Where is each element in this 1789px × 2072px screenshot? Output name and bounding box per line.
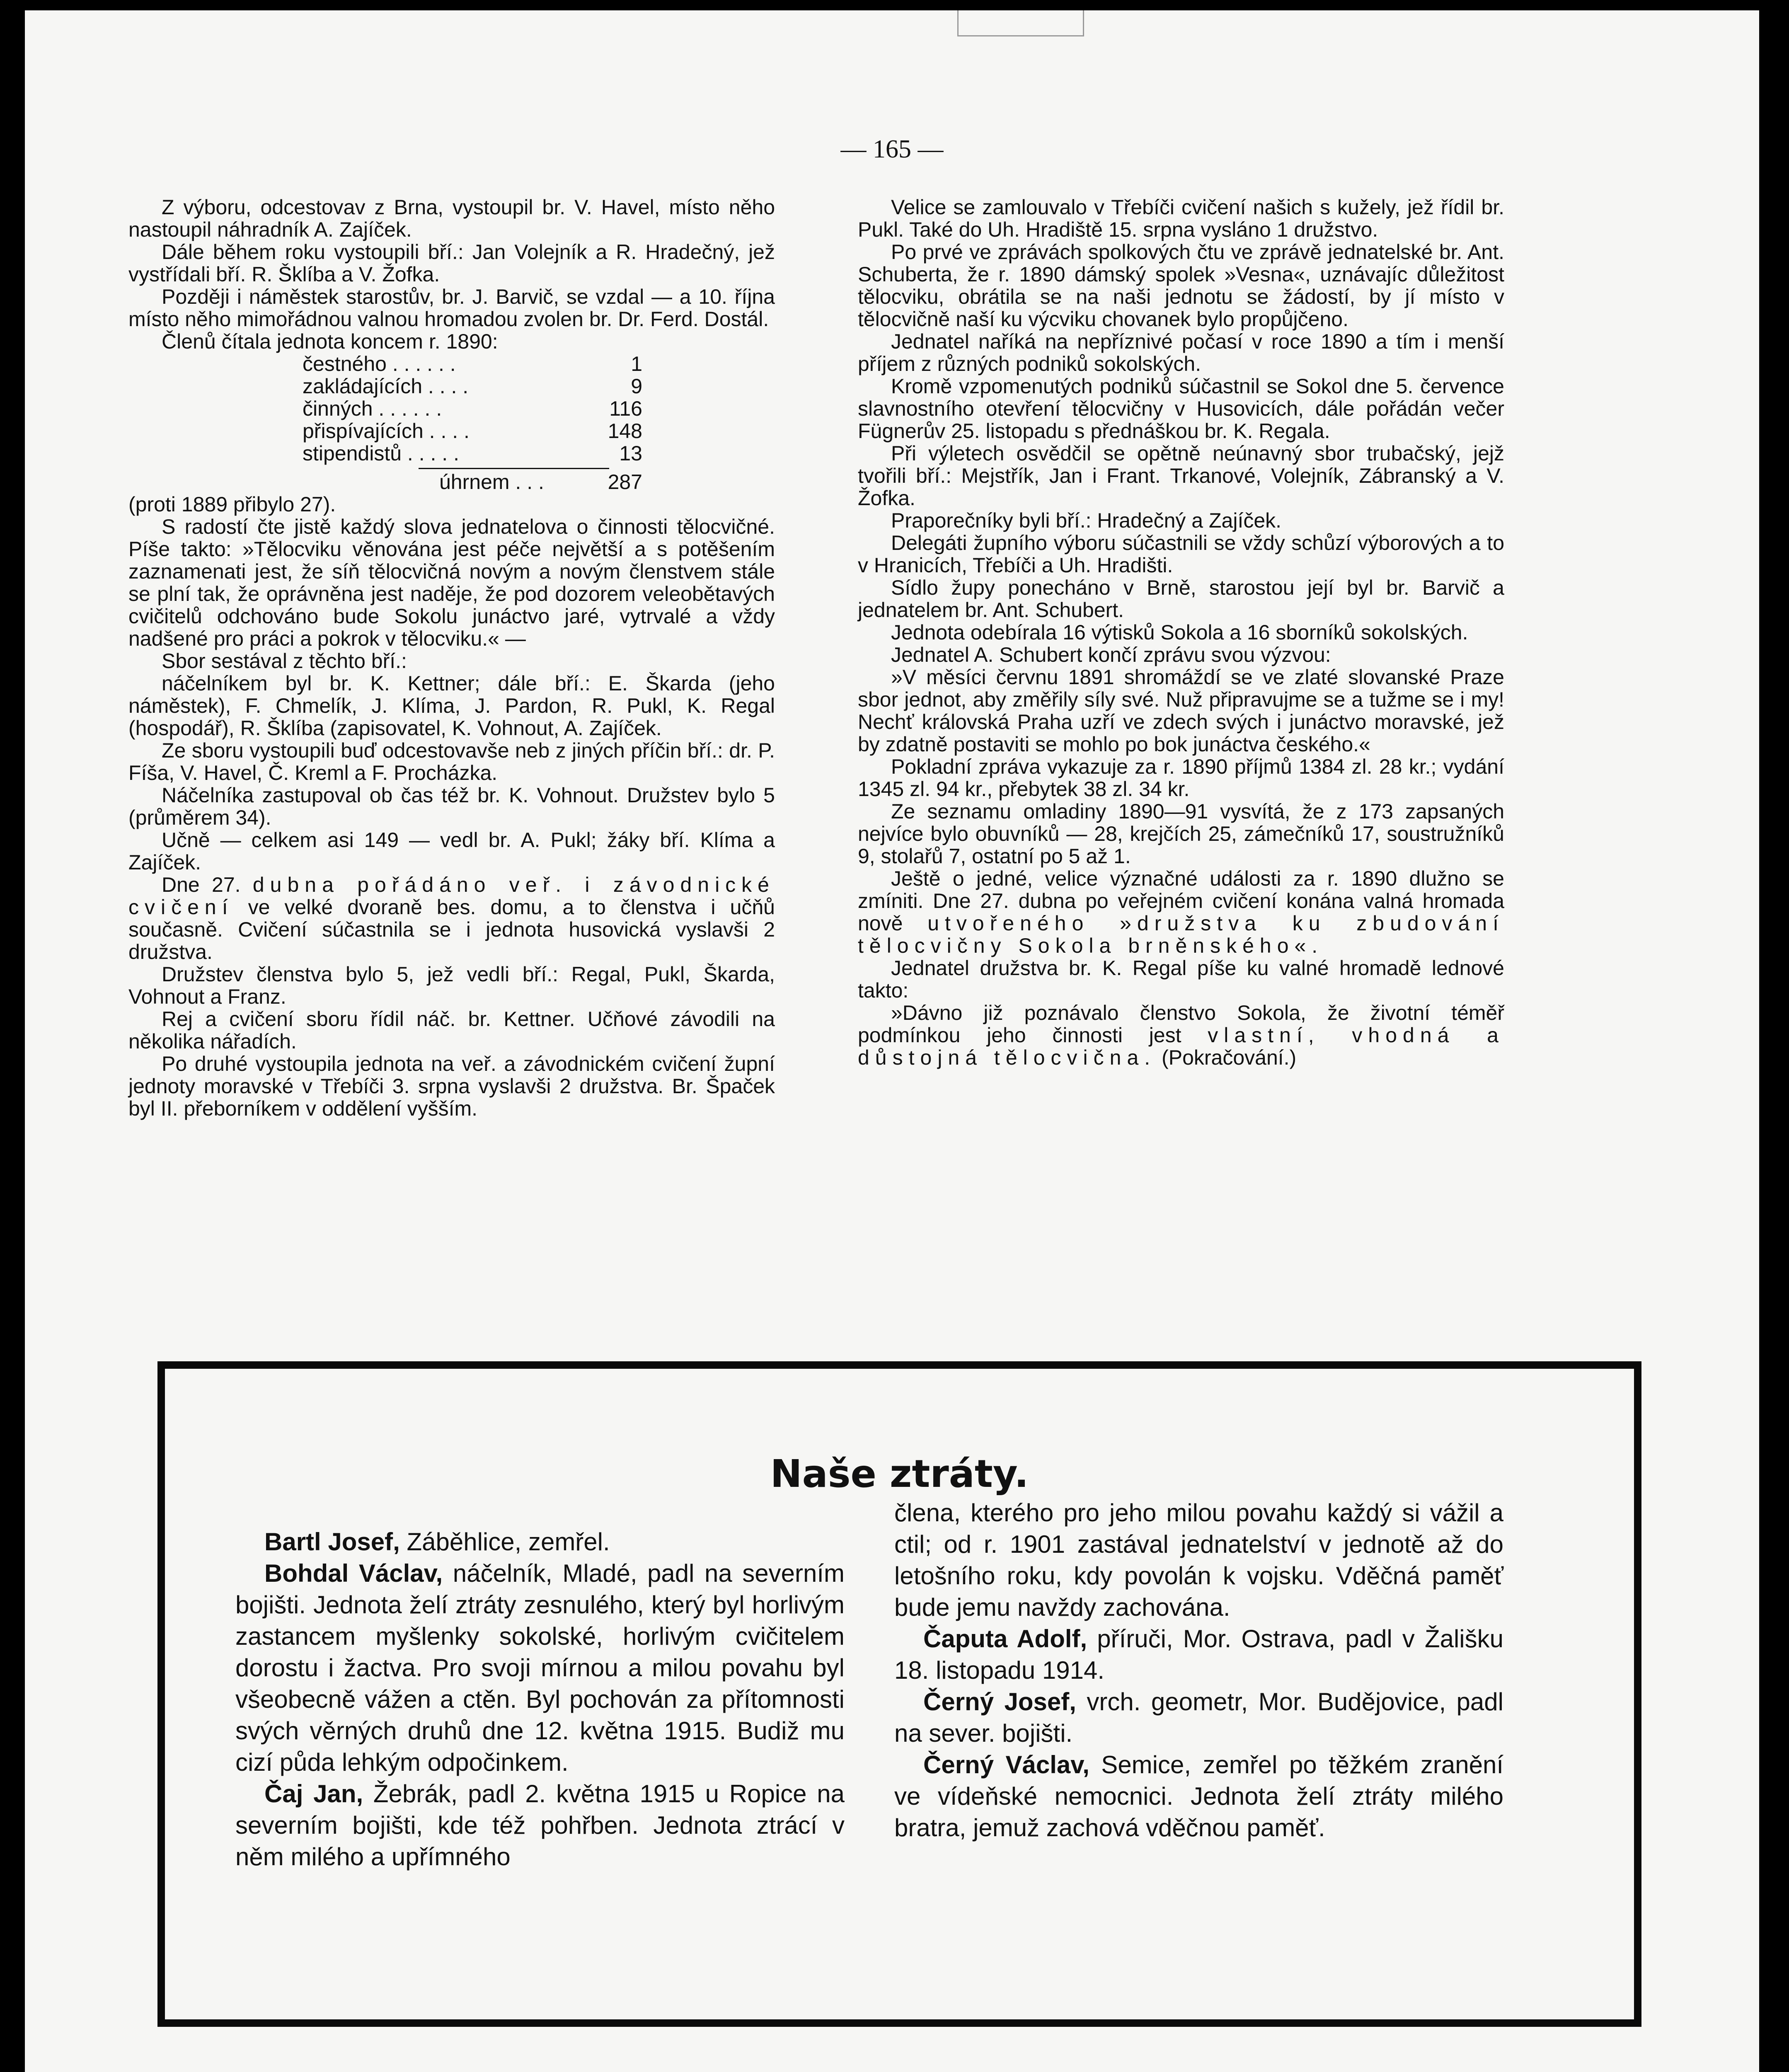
deceased-name: Čaputa Adolf, [923,1625,1087,1653]
membership-stats-table [303,353,642,493]
text-run: Dne 27. [162,873,241,896]
paragraph: Z výboru, odcestovav z Brna, vystoupil br. V. Havel, místo něho nastoupil náhradník A. Zajíček. [128,196,775,241]
paragraph: náčelníkem byl br. K. Kettner; dále bří.: E. Škarda (jeho náměstek), F. Chmelík, J. Klíma, J. Pardon, R. Pukl, K. Regal (hospodář), R. Šklíba (zapisovatel, K. Vohnout, A. Zajíček. [128,672,775,740]
paragraph: Jednatel naříká na nepříznivé počasí v roce 1890 a tím i menší příjem z různých podniků sokolských. [858,330,1504,375]
paragraph: Rej a cvičení sboru řídil náč. br. Kettner. Učňové závodili na několika nářadích. [128,1007,775,1053]
paragraph: Náčelníka zastupoval ob čas též br. K. Vohnout. Družstev bylo 5 (průměrem 34). [128,784,775,829]
obituary-left-column [235,1526,845,1873]
obituary-text: Žebrák, padl 2. května 1915 u Ropice na severním bojišti, kde též pohřben. Jednota ztrácí v něm milého a upřímného [235,1780,845,1871]
paragraph: Později i náměstek starostův, br. J. Barvič, se vzdal — a 10. října místo něho mimořádnou valnou hromadou zvolen br. Dr. Ferd. Dostál. [128,285,775,331]
paragraph: Velice se zamlouvalo v Třebíči cvičení našich s kužely, jež řídil br. Pukl. Také do Uh. Hradiště 15. srpna vysláno 1 družstvo. [858,196,1504,241]
paragraph: Pokladní zpráva vykazuje za r. 1890 příjmů 1384 zl. 28 kr.; vydání 1345 zl. 94 kr., přebytek 38 zl. 34 kr. [858,755,1504,801]
stats-value: 13 [619,442,642,465]
stats-total-row [303,471,642,493]
obituary-text: vrch. geometr, Mor. Budějovice, padl na sever. bojišti. [894,1688,1503,1747]
obituary-box [157,1361,1641,2027]
obituary-entry [235,1526,845,1558]
paragraph: Jednatel družstva br. K. Regal píše ku valné hromadě lednové takto: [858,956,1504,1002]
obituary-entry [894,1623,1503,1686]
obituary-entry [894,1686,1503,1749]
stats-label: stipendistů . . . . . [303,442,459,465]
paragraph [858,867,1504,957]
stats-total-label: úhrnem . . . [439,470,544,494]
stats-row [303,353,642,375]
paragraph: Jednatel A. Schubert končí zprávu svou výzvou: [891,643,1331,666]
stats-label: zakládajících . . . . [303,375,469,398]
paragraph: Ze sboru vystoupili buď odcestovavše neb z jiných příčin bří.: dr. P. Fíša, V. Havel, Č. Kreml a F. Procházka. [128,739,775,784]
obituary-entry [894,1749,1503,1844]
paragraph: »V měsíci červnu 1891 shromáždí se ve zlaté slovanské Praze sbor jednot, aby změřily síly své. Nuž připravujme se a tužme se i my! Nechť královská Praha uzří ve zdech svých i junáctvo moravské, jež by zdatně postaviti se mohlo po bok junáctva českého.« [858,666,1504,756]
stats-row [303,420,642,442]
deceased-name: Černý Josef, [923,1688,1076,1716]
continuation-note: (Pokračování.) [1162,1046,1297,1069]
obituary-text: Záběhlice, zemřel. [407,1528,610,1556]
paragraph: Ze seznamu omladiny 1890—91 vysvítá, že z 173 zapsaných nejvíce bylo obuvníků — 28, krejčích 25, zámečníků 17, soustružníků 9, stolařů 7, ostatní po 5 až 1. [858,800,1504,868]
left-text-column [128,196,775,1120]
obituary-right-column [894,1497,1503,1844]
paragraph: Učně — celkem asi 149 — vedl br. A. Pukl; žáky bří. Klíma a Zajíček. [128,828,775,874]
paragraph [128,874,775,963]
deceased-name: Čaj Jan, [264,1780,363,1808]
stats-total-value: 287 [608,470,642,494]
obituary-title: Naše ztráty. [770,1452,1029,1496]
text-run: »Dávno již poznávalo členstvo Sokola, že životní téměř podmínkou jeho činnosti jest [858,1001,1504,1047]
paragraph: Po druhé vystoupila jednota na veř. a závodnickém cvičení župní jednoty moravské v Třebíči 3. srpna vyslavši 2 družstva. Br. Špaček byl II. přeborníkem v oddělení vyšším. [128,1052,775,1120]
obituary-text: náčelník, Mladé, padl na severním bojišti. Jednota želí ztráty zesnulého, který byl horlivým zastancem myšlenky sokolské, horlivým cvičitelem dorostu i žactva. Pro svoji mírnou a milou povahu byl všeobecně vážen a ctěn. Byl pochován za přítomnosti svých věrných druhů dne 12. května 1915. Budiž mu cizí půda lehkým odpočinkem. [235,1559,845,1776]
deceased-name: Černý Václav, [923,1751,1089,1779]
stats-row [303,442,642,465]
paragraph: Sbor sestával z těchto bří.: [162,649,407,673]
stats-label: čestného . . . . . . [303,352,456,375]
stats-sum-rule [419,468,609,469]
text-run: Ještě o jedné, velice význačné události za r. 1890 dlužno se zmíniti. Dne 27. dubna po veřejném cvičení konána valná hromada nově [858,867,1504,935]
stats-row [303,397,642,420]
paragraph: Jednota odebírala 16 výtisků Sokola a 16 sborníků sokolských. [891,621,1468,644]
page-number: — 165 — [840,135,944,163]
stats-value: 1 [631,352,642,375]
paragraph [858,1002,1504,1069]
right-text-column [858,196,1504,1069]
obituary-entry [235,1558,845,1778]
paragraph: Po prvé ve zprávách spolkových čtu ve zprávě jednatelské br. Ant. Schuberta, že r. 1890 dámský spolek »Vesna«, uznávajíc důležitost tělocviku, obrátila se na naši jednotu se žádostí, by jí místo v tělocvičně naší ku výcviku chovanek bylo propůjčeno. [858,240,1504,331]
text-run: ve velké dvoraně bes. domu, a to členstva i učňů současně. Cvičení súčastnila se i jednota husovická vyslavši 2 družstva. [128,896,775,963]
obituary-continuation: člena, kterého pro jeho milou povahu každý si vážil a ctil; od r. 1901 zastával jednatelství v jednotě až do letošního roku, kdy povolán k vojsku. Vděčná paměť bude jemu navždy zachována. [894,1499,1503,1621]
stats-row [303,375,642,397]
obituary-entry [235,1778,845,1873]
stats-value: 148 [608,419,642,443]
stats-value: 116 [609,397,642,420]
deceased-name: Bartl Josef, [264,1528,400,1556]
stats-label: činných . . . . . . [303,397,442,420]
obituary-text: Semice, zemřel po těžkém zranění ve vídeňské nemocnici. Jednota želí ztráty milého bratra, jemuž zachová vděčnou paměť. [894,1751,1503,1842]
stats-label: přispívajících . . . . [303,419,470,443]
stats-value: 9 [631,375,642,398]
paragraph: Delegáti župního výboru súčastnili se vždy schůzí výborových a to v Hranicích, Třebíči a Uh. Hradišti. [858,531,1504,577]
spaced-text: utvořeného »družstva ku zbudování tělocvičny Sokola brněnského«. [858,912,1504,957]
paragraph: Při výletech osvědčil se opětně neúnavný sbor trubačský, jejž tvořili bří.: Mejstřík, Jan i Frant. Trkanové, Volejník, Zábranský a V. Žofka. [858,442,1504,510]
obituary-text: příruči, Mor. Ostrava, padl v Žališku 18. listopadu 1914. [894,1625,1503,1684]
paragraph: Družstev členstva bylo 5, jež vedli bří.: Regal, Pukl, Škarda, Vohnout a Franz. [128,963,775,1008]
paragraph: (proti 1889 přibylo 27). [128,493,336,516]
spaced-text: dubna pořádáno veř. i závodnické cvičení [128,873,775,919]
paragraph: Sídlo župy ponecháno v Brně, starostou její byl br. Barvič a jednatelem br. Ant. Schubert. [858,576,1504,622]
paragraph: Členů čítala jednota koncem r. 1890: [162,330,498,353]
paragraph: Praporečníky byli bří.: Hradečný a Zajíček. [891,509,1282,532]
deceased-name: Bohdal Václav, [264,1559,443,1587]
paragraph: Dále během roku vystoupili bří.: Jan Volejník a R. Hradečný, jež vystřídali bří. R. Šklíba a V. Žofka. [128,240,775,286]
document-sheet [25,10,1759,2072]
paragraph: S radostí čte jistě každý slova jednatelova o činnosti tělocvičné. Píše takto: »Tělocviku věnována jest péče největší a s potěšením zaznamenati jest, že síň tělocvičná novým a novým členstvem stále se plní tak, že oprávněna jest naděje, že pod dozorem veleobětavých cvičitelů odchováno bude Sokolu junáctvo jaré, vytrvalé a vždy nadšené pro práci a pokrok v tělocviku.« — [128,515,775,650]
spaced-text: vlastní, vhodná a důstojná tělocvična. [858,1024,1504,1069]
page-tab-mark [957,10,1084,36]
paragraph: Kromě vzpomenutých podniků súčastnil se Sokol dne 5. července slavnostního otevření tělocvičny v Husovicích, dále pořádán večer Fügnerův 25. listopadu s přednáškou br. K. Regala. [858,375,1504,443]
